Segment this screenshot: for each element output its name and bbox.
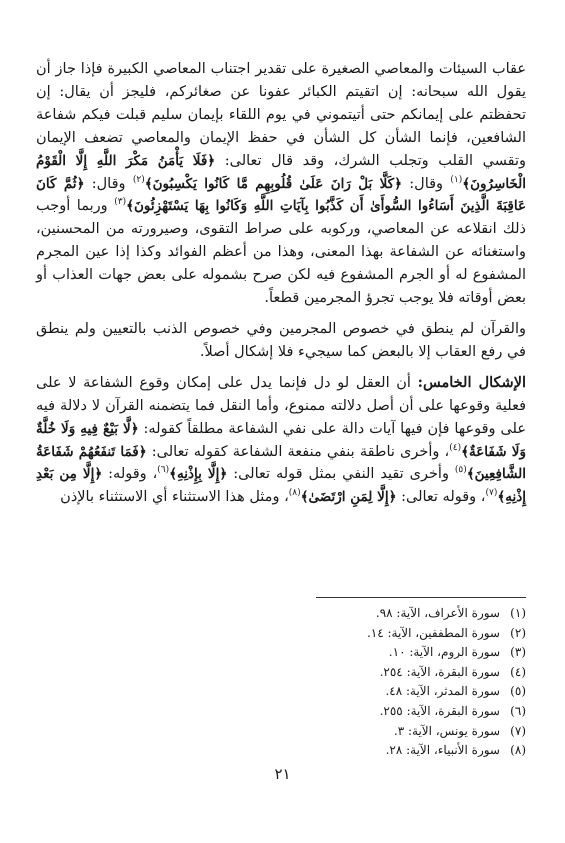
- paragraph-1: [36, 58, 526, 310]
- footnote-ref: (٢): [132, 174, 145, 185]
- paragraph-3: [36, 372, 526, 509]
- footnote-text: سورة الأنبياء، الآية: ٢٨.: [385, 743, 500, 758]
- footnote-divider: [316, 597, 526, 598]
- quran-verse: ﴿إِلَّا مِن بَعْدِ إِذْنِهِ﴾: [36, 466, 526, 506]
- footnote-ref: (٤): [449, 442, 462, 453]
- footnote-ref: (٨): [288, 488, 301, 499]
- footnote-ref: (٧): [485, 488, 498, 499]
- footnote-ref: (٥): [454, 465, 467, 476]
- body-text: ، وقوله تعالى:: [396, 489, 486, 506]
- quran-verse: ﴿ثُمَّ كَانَ عَاقِبَةَ الَّذِينَ أَسَاءُوا السُّوأَىٰ أَن كَذَّبُوا بِآيَاتِ اللَّهِ وَكَانُوا بِهَا يَسْتَهْزِئُونَ﴾: [36, 175, 527, 215]
- body-text: أن العقل لو دل فإنما يدل على إمكان وقوع الشفاعة لا على فعلية وقوعها على أن أصل دلالته ممنوع، وأما النقل فما يتضمنه القرآن لا دلالة فيه على وقوعها فإن فيها آيات دالة على نفي الشفاعة مطلقاً كقوله:: [36, 374, 526, 437]
- quran-verse: ﴿إِلَّا لِمَنِ ارْتَضَىٰ﴾: [300, 489, 397, 506]
- body-text: وربما أوجب ذلك انقلاعه عن المعاصي، وركوبه على صراط التقوى، وصيرورته من المحسنين، واستغنائه عن الشفاعة بهذا المعنى، وهذا من أعظم الفوائد وكذا إذا عين المجرم المشفوع له أو الجرم المشفوع فيه لكن صرح بشموله على بعض جهات العذاب أو بعض أوقاته فلا يوجب تجرؤ المجرمين قطعاً.: [36, 198, 526, 307]
- footnote-text: سورة الروم، الآية: ١٠.: [388, 645, 500, 660]
- footnote-item: [200, 722, 526, 742]
- main-text: [36, 58, 526, 509]
- quran-verse: ﴿فَلَا يَأْمَنُ مَكْرَ اللَّهِ إِلَّا الْقَوْمُ الْخَاسِرُونَ﴾: [36, 152, 527, 192]
- quran-verse: ﴿فَمَا تَنفَعُهُمْ شَفَاعَةُ الشَّافِعِينَ﴾: [36, 443, 526, 483]
- footnote-item: [200, 624, 526, 644]
- footnote-item: [200, 663, 526, 683]
- footnote-ref: (١): [450, 174, 463, 185]
- footnote-number: (٢): [510, 625, 526, 640]
- body-text: ، وأخرى ناطقة بنفي منفعة الشفاعة كقوله تعالى:: [146, 443, 450, 460]
- page-number: ٢١: [274, 765, 291, 783]
- body-text: ، ومثل هذا الاستثناء أي الاستثناء بالإذن: [60, 489, 289, 506]
- body-text: عقاب السيئات والمعاصي الصغيرة على تقدير اجتناب المعاصي الكبيرة فإذا جاز أن يقول الله سبحانه: إن اتقيتم الكبائر عفونا عن صغائركم، فليجز أن يقال: إن تحفظتم على إيمانكم حتى أتيتموني في يوم اللقاء بإيمان سليم قبلت فيكم شفاعة الشافعين، فإنما الشأن كل الشأن في حفظ الإيمان والمعاصي تضعف الإيمان وتقسي القلب وتجلب الشرك، وقد قال تعالى:: [36, 61, 526, 169]
- body-text: وقال:: [84, 175, 133, 192]
- footnote-item: [200, 702, 526, 722]
- body-text: وأخرى تقيد النفي بمثل قوله تعالى:: [227, 466, 455, 483]
- footnote-ref: (٦): [157, 465, 170, 476]
- footnote-text: سورة الأعراف، الآية: ٩٨.: [375, 606, 500, 620]
- footnote-item: [200, 643, 526, 663]
- footnote-item: [200, 741, 526, 761]
- footnote-number: (١): [510, 606, 526, 620]
- footnote-number: (٥): [510, 684, 526, 699]
- footnote-ref: (٣): [114, 197, 127, 208]
- section-heading: الإشكال الخامس:: [417, 373, 526, 391]
- footnote-text: سورة يونس، الآية: ٣.: [393, 723, 500, 738]
- footnote-number: (٤): [510, 664, 526, 679]
- footnote-number: (٣): [510, 645, 526, 660]
- footnote-text: سورة المدثر، الآية: ٤٨.: [385, 684, 500, 699]
- footnote-item: [200, 682, 526, 702]
- footnote-text: سورة البقرة، الآية: ٢٥٤.: [379, 664, 500, 679]
- paragraph-2: والقرآن لم ينطق في خصوص المجرمين وفي خصوص الذنب بالتعيين ولم ينطق في رفع العقاب إلا بالبعض كما سيجيء فلا إشكال أصلاً.: [36, 320, 526, 360]
- footnote-number: (٦): [510, 703, 526, 718]
- body-text: وقال:: [402, 175, 451, 192]
- quran-verse: ﴿لَّا بَيْعٌ فِيهِ وَلَا خُلَّةٌ وَلَا شَفَاعَةٌ﴾: [36, 420, 526, 460]
- footnote-number: (٧): [510, 723, 526, 738]
- footnote-text: سورة البقرة، الآية: ٢٥٥.: [379, 703, 500, 718]
- footnote-number: (٨): [510, 743, 526, 758]
- body-text: ، وقوله:: [102, 466, 158, 483]
- footnote-text: سورة المطففين، الآية: ١٤.: [366, 625, 500, 640]
- footnote-item: [200, 604, 526, 624]
- quran-verse: ﴿إِلَّا بِإِذْنِهِ﴾: [169, 466, 228, 483]
- footnotes-list: [200, 604, 526, 761]
- quran-verse: ﴿كَلَّا بَلْ رَانَ عَلَىٰ قُلُوبِهِم مَّا كَانُوا يَكْسِبُونَ﴾: [144, 175, 402, 192]
